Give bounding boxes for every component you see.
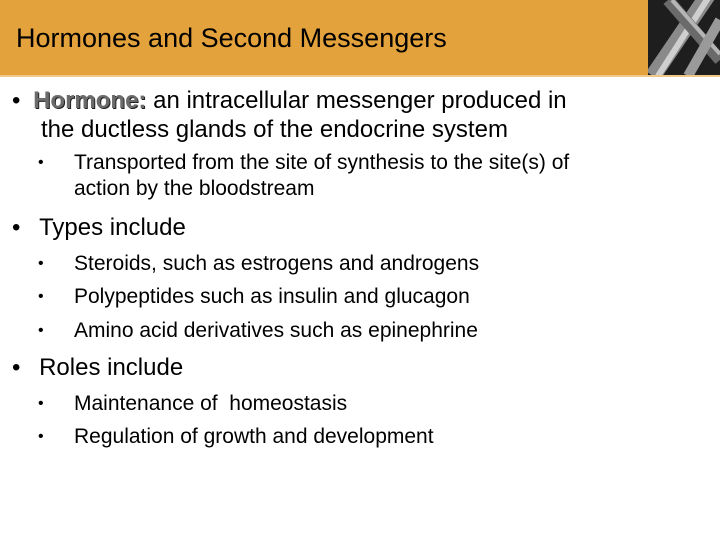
header-divider — [0, 75, 720, 77]
transport-line2: action by the bloodstream — [74, 177, 315, 200]
sub-bullet-dot: • — [38, 428, 44, 445]
sub-bullet-polypeptides — [38, 284, 470, 310]
bullet-dot: • — [12, 87, 21, 114]
roles-label: Roles include — [39, 354, 184, 381]
hormone-definition-line1: an intracellular messenger produced in — [146, 87, 567, 114]
growth-text: Regulation of growth and development — [74, 425, 434, 448]
slide-header — [0, 0, 720, 76]
sub-bullet-steroids — [38, 251, 480, 277]
transport-line1: Transported from the site of synthesis to the site(s) of — [74, 151, 570, 174]
sub-bullet-homeostasis — [38, 391, 348, 417]
sub-bullet-dot: • — [38, 395, 44, 412]
sub-bullet-growth — [38, 424, 434, 450]
bullet-types — [12, 213, 186, 242]
bullet-roles — [12, 353, 184, 382]
steroids-text: Steroids, such as estrogens and androgens — [74, 252, 480, 275]
homeostasis-text: Maintenance of homeostasis — [74, 392, 348, 415]
sub-bullet-dot: • — [38, 288, 44, 305]
amino-acids-text: Amino acid derivatives such as epinephrine — [74, 319, 478, 342]
sub-bullet-dot: • — [38, 255, 44, 272]
sub-bullet-dot: • — [38, 154, 44, 171]
bullet-dot: • — [12, 354, 21, 381]
slide-title: Hormones and Second Messengers — [16, 23, 447, 53]
sub-bullet-dot: • — [38, 322, 44, 339]
sub-bullet-amino-acids — [38, 318, 478, 344]
bullet-dot: • — [12, 214, 21, 241]
crossed-sticks-photo-icon — [648, 0, 720, 76]
polypeptides-text: Polypeptides such as insulin and glucagon — [74, 285, 470, 308]
sub-bullet-transport — [38, 150, 570, 176]
types-label: Types include — [39, 214, 186, 241]
hormone-definition-line2: the ductless glands of the endocrine system — [41, 116, 508, 143]
bullet-hormone — [12, 86, 567, 115]
hormone-term: Hormone: — [33, 87, 147, 114]
